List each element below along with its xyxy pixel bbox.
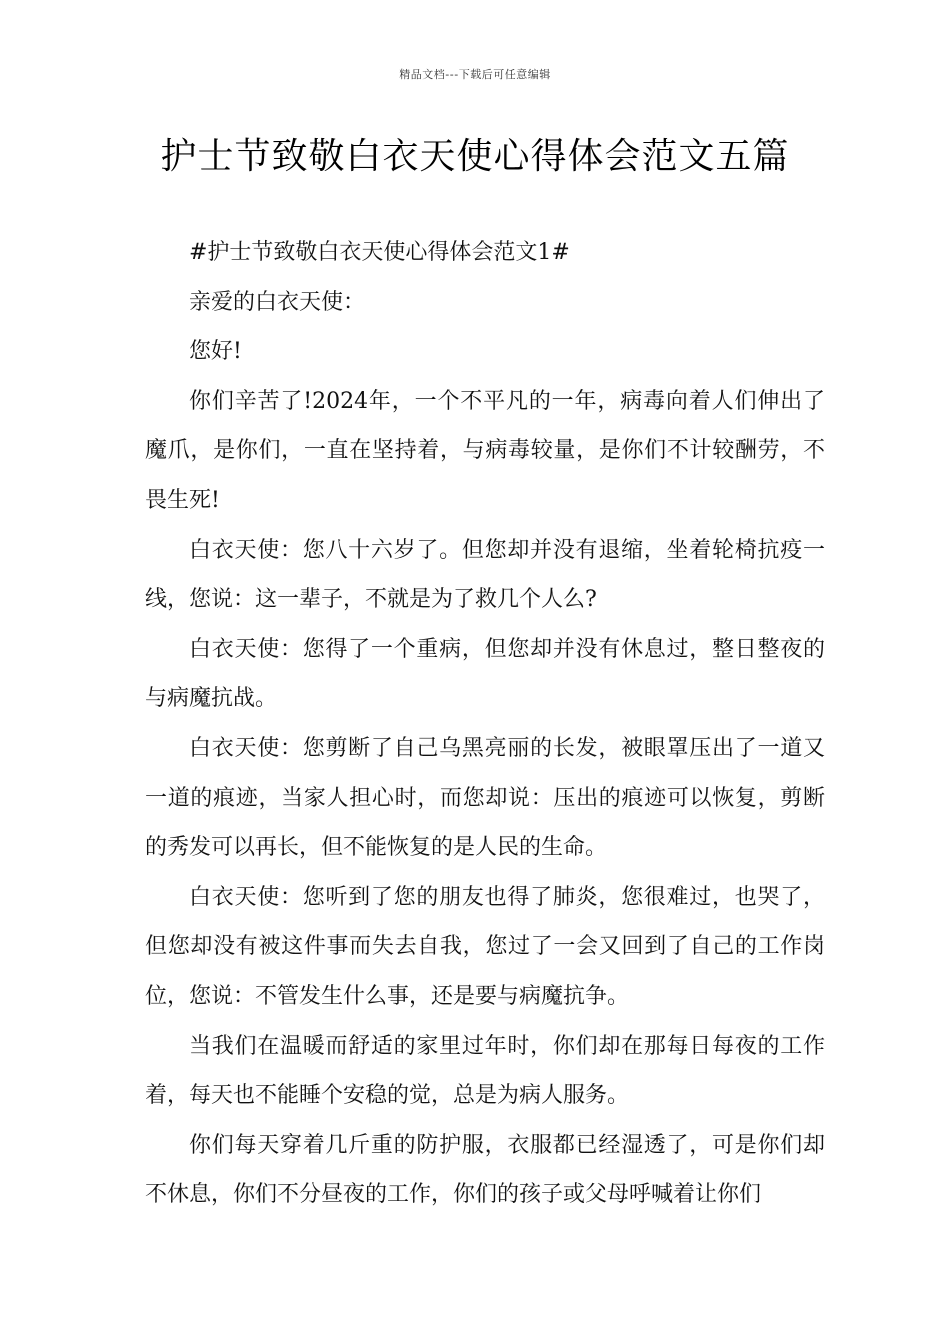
greeting: 您好!	[189, 339, 242, 365]
body-paragraph: 白衣天使：您得了一个重病，但您却并没有休息过，整日整夜的与病魔抗战。	[145, 636, 825, 712]
body-paragraph: 白衣天使：您剪断了自己乌黑亮丽的长发，被眼罩压出了一道又一道的痕迹，当家人担心时，而您却说：压出的痕迹可以恢复，剪断的秀发可以再长，但不能恢复的是人民的生命。	[145, 735, 825, 861]
header-note: 精品文档---下载后可任意编辑	[399, 68, 551, 81]
body-paragraph: 你们每天穿着几斤重的防护服，衣服都已经湿透了，可是你们却不休息，你们不分昼夜的工作，你们的孩子或父母呼喊着让你们	[145, 1132, 825, 1208]
body-paragraph: 当我们在温暖而舒适的家里过年时，你们却在那每日每夜的工作着，每天也不能睡个安稳的觉，总是为病人服务。	[145, 1033, 825, 1109]
body-paragraph: 白衣天使：您八十六岁了。但您却并没有退缩，坐着轮椅抗疫一线，您说：这一辈子，不就是为了救几个人么?	[145, 537, 825, 613]
document-body	[145, 228, 825, 1220]
document-title: 护士节致敬白衣天使心得体会范文五篇	[160, 136, 790, 177]
body-paragraph: 你们辛苦了!2024年，一个不平凡的一年，病毒向着人们伸出了魔爪，是你们，一直在坚持着，与病毒较量，是你们不计较酬劳，不畏生死!	[145, 388, 825, 513]
section-heading: #护士节致敬白衣天使心得体会范文1#	[189, 240, 570, 265]
salutation: 亲爱的白衣天使：	[189, 289, 366, 315]
body-paragraph: 白衣天使：您听到了您的朋友也得了肺炎，您很难过，也哭了，但您却没有被这件事而失去自我，您过了一会又回到了自己的工作岗位，您说：不管发生什么事，还是要与病魔抗争。	[145, 884, 825, 1009]
